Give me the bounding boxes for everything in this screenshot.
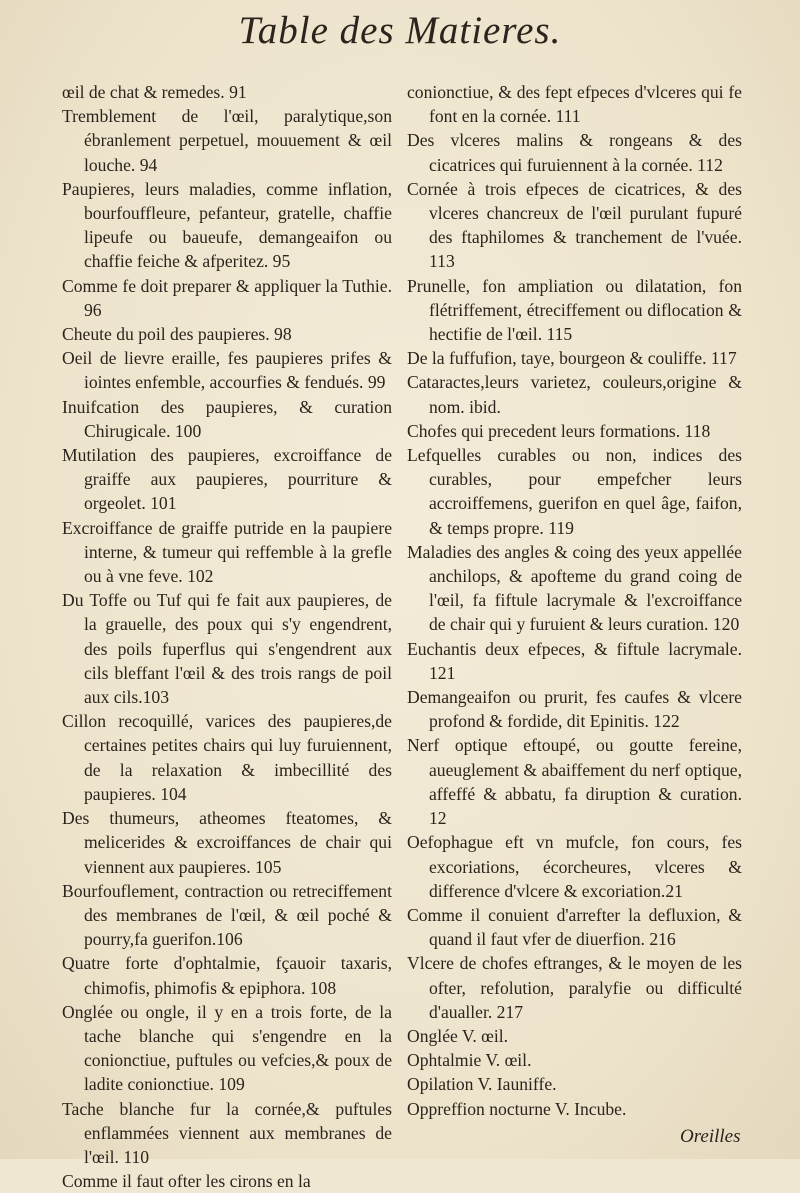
index-entry: Lefquelles curables ou non, indices des curables, pour empefcher leurs accroiffemens, guerifon en quel âge, faifon, & temps propre. 119 bbox=[407, 445, 742, 538]
index-entry: Inuifcation des paupieres, & curation Chirugicale. 100 bbox=[62, 396, 392, 441]
index-entry: Du Toffe ou Tuf qui fe fait aux paupieres, de la grauelle, des poux qui s'y engendrent, des poils fuperflus qui s'engendrent aux cils bleffant l'œil & des trois rangs de poil aux cils.103 bbox=[62, 590, 392, 708]
index-entry: De la fuffufion, taye, bourgeon & couliffe. 117 bbox=[407, 348, 737, 369]
index-entry: Mutilation des paupieres, excroiffance de graiffe aux paupieres, pourriture & orgeolet. 101 bbox=[62, 445, 392, 514]
right-column bbox=[407, 80, 742, 1121]
index-entry: Oeil de lievre eraille, fes paupieres prifes & iointes enfemble, accourfies & fendués. 99 bbox=[62, 348, 392, 393]
index-entry: Nerf optique eftoupé, ou goutte fereine, aueuglement & abaiffement du nerf optique, affeffé & abbatu, fa diruption & curation. 12 bbox=[407, 735, 742, 829]
index-entry: Des thumeurs, atheomes fteatomes, & melicerides & excroiffances de chair qui viennent aux paupieres. 105 bbox=[62, 808, 392, 877]
index-entry: Onglée ou ongle, il y en a trois forte, de la tache blanche qui s'engendre en la conionctiue, puftules ou vefcies,& poux de ladite conionctiue. 109 bbox=[62, 1001, 392, 1095]
index-entry: Cornée à trois efpeces de cicatrices, & des vlceres chancreux de l'œil purulant fupuré des ftaphilomes & tranchement de l'vuée. 113 bbox=[407, 178, 742, 272]
index-entry: Cheute du poil des paupieres. 98 bbox=[62, 324, 292, 345]
index-entry: Euchantis deux efpeces, & fiftule lacrymale. 121 bbox=[407, 638, 742, 683]
page-header: Table des Matieres. bbox=[238, 9, 562, 52]
index-entry: Des vlceres malins & rongeans & des cicatrices qui furuiennent à la cornée. 112 bbox=[407, 130, 742, 175]
index-entry: Comme il faut ofter les cirons en la bbox=[62, 1171, 311, 1192]
index-entry: Opilation V. Iauniffe. bbox=[407, 1074, 557, 1095]
index-entry: œil de chat & remedes. 91 bbox=[62, 82, 247, 102]
catchword: Oreilles bbox=[680, 1126, 741, 1147]
index-entry: Tache blanche fur la cornée,& puftules enflammées viennent aux membranes de l'œil. 110 bbox=[62, 1098, 392, 1167]
index-entry: Excroiffance de graiffe putride en la paupiere interne, & tumeur qui reffemble à la grefle ou à vne feve. 102 bbox=[62, 517, 392, 587]
index-entry: Quatre forte d'ophtalmie, fçauoir taxaris, chimofis, phimofis & epiphora. 108 bbox=[62, 953, 392, 998]
index-entry: Cillon recoquillé, varices des paupieres,de certaines petites chairs qui luy furuiennent, de la relaxation & imbecillité des paupieres. 104 bbox=[62, 711, 392, 804]
left-column bbox=[62, 80, 392, 1193]
index-entry: Bourfouflement, contraction ou retreciffement des membranes de l'œil, & œil poché & pourry,fa guerifon.106 bbox=[62, 880, 392, 950]
index-entry: Maladies des angles & coing des yeux appellée anchilops, & apofteme du grand coing de l'œil, fa fiftule lacrymale & l'excroiffance de chair qui y furuient & leurs curation. 120 bbox=[407, 541, 742, 635]
index-entry: Oefophague eft vn mufcle, fon cours, fes excoriations, écorcheures, vlceres & difference d'vlcere & excoriation.21 bbox=[407, 832, 742, 901]
index-entry: Chofes qui precedent leurs formations. 118 bbox=[407, 420, 711, 441]
index-entry: Oppreffion nocturne V. Incube. bbox=[407, 1098, 627, 1119]
index-entry: conionctiue, & des fept efpeces d'vlceres qui fe font en la cornée. 111 bbox=[407, 82, 742, 127]
index-entry: Comme il conuient d'arrefter la defluxion, & quand il faut vfer de diuerfion. 216 bbox=[407, 904, 742, 950]
index-entry: Paupieres, leurs maladies, comme inflation, bourfouffleure, pefanteur, gratelle, chaffie lipeufe ou baueufe, demangeaifon ou chaffie feiche & afperitez. 95 bbox=[62, 178, 392, 272]
index-entry: Tremblement de l'œil, paralytique,son ébranlement perpetuel, mouuement & œil louche. 94 bbox=[62, 106, 392, 175]
index-entry: Demangeaifon ou prurit, fes caufes & vlcere profond & fordide, dit Epinitis. 122 bbox=[407, 687, 742, 732]
index-entry: Cataractes,leurs varietez, couleurs,origine & nom. ibid. bbox=[407, 372, 742, 417]
index-entry: Ophtalmie V. œil. bbox=[407, 1050, 532, 1071]
index-entry: Vlcere de chofes eftranges, & le moyen de les ofter, refolution, paralyfie ou difficulté d'aualler. 217 bbox=[407, 953, 742, 1022]
index-entry: Prunelle, fon ampliation ou dilatation, fon flétriffement, étreciffement ou diflocation & hectifie de l'œil. 115 bbox=[407, 275, 742, 345]
index-entry: Comme fe doit preparer & appliquer la Tuthie. 96 bbox=[62, 275, 392, 320]
index-entry: Onglée V. œil. bbox=[407, 1025, 508, 1046]
